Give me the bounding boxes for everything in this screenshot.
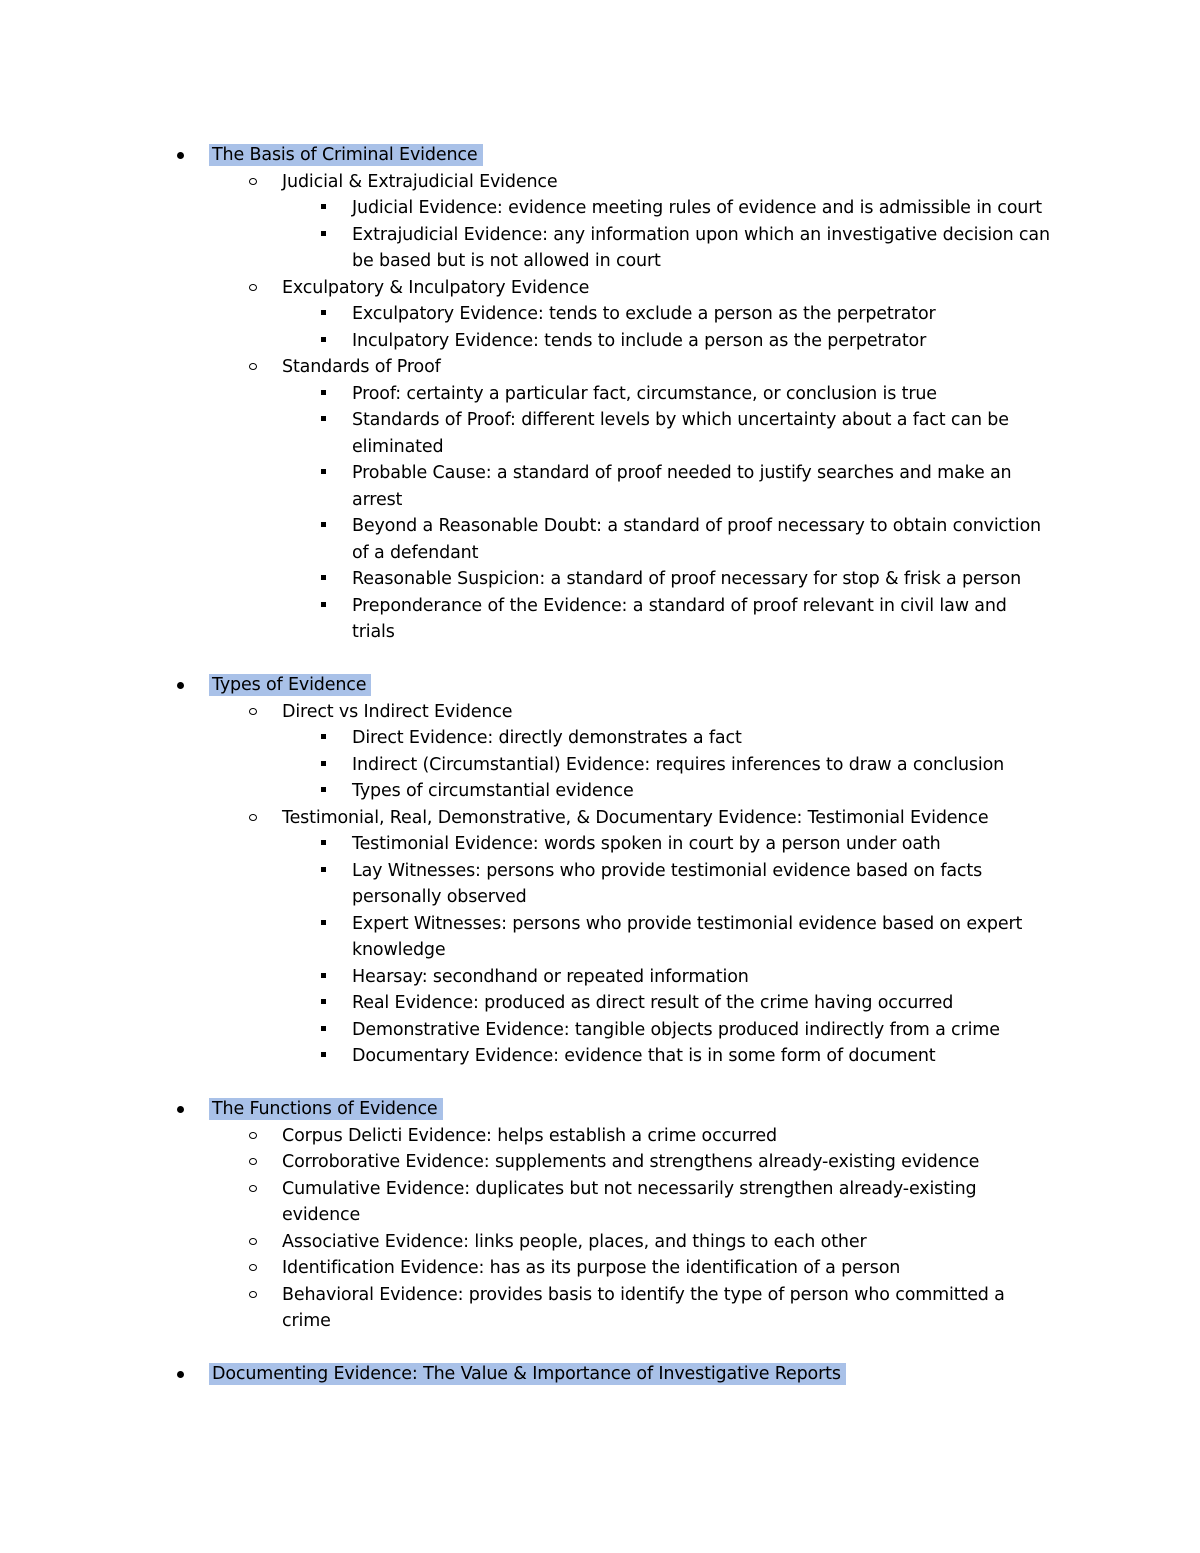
outline-line-container (352, 540, 478, 566)
subitem-square-bullet-icon (317, 328, 331, 354)
subitem-text: Judicial Evidence: evidence meeting rules of evidence and is admissible in court (352, 198, 1042, 218)
outline-line-container (352, 1043, 936, 1069)
subitem-square-bullet-icon (317, 725, 331, 751)
section-heading: The Functions of Evidence (209, 1098, 443, 1120)
outline-line-container (352, 990, 953, 1016)
section-heading: The Basis of Criminal Evidence (209, 144, 483, 166)
subitem-text: be based but is not allowed in court (352, 251, 661, 271)
outline-line-container (212, 142, 483, 168)
outline-line-container (352, 195, 1042, 221)
outline-line-container (352, 937, 446, 963)
item-text: Identification Evidence: has as its purpose the identification of a person (282, 1258, 901, 1278)
section-bullet-icon (174, 1361, 188, 1387)
subitem-text: Types of circumstantial evidence (352, 781, 634, 801)
subitem-text: Real Evidence: produced as direct result of the crime having occurred (352, 993, 954, 1013)
subitem-text: Expert Witnesses: persons who provide testimonial evidence based on expert (352, 913, 1023, 934)
outline-line-container (282, 275, 589, 301)
item-circle-bullet-icon (246, 1149, 260, 1175)
outline-line-container (352, 566, 1021, 592)
section-bullet-icon (174, 142, 188, 168)
subitem-square-bullet-icon (317, 566, 331, 592)
section-bullet-icon (174, 1096, 188, 1122)
subitem-square-bullet-icon (317, 911, 331, 937)
outline-line-container (352, 487, 402, 513)
outline-line-container (352, 884, 527, 910)
outline-line-container (282, 1149, 979, 1175)
subitem-square-bullet-icon (317, 990, 331, 1016)
outline-line-container (212, 672, 371, 698)
subitem-square-bullet-icon (317, 381, 331, 407)
item-text: crime (282, 1311, 331, 1331)
subitem-square-bullet-icon (317, 831, 331, 857)
item-circle-bullet-icon (246, 275, 260, 301)
subitem-square-bullet-icon (317, 513, 331, 539)
outline-line-container (352, 831, 941, 857)
subitem-square-bullet-icon (317, 1043, 331, 1069)
item-circle-bullet-icon (246, 1229, 260, 1255)
outline-line-container (282, 1255, 900, 1281)
subitem-text: Inculpatory Evidence: tends to include a person as the perpetrator (352, 330, 927, 351)
outline-line-container (282, 354, 441, 380)
subitem-text: of a defendant (352, 542, 479, 563)
subitem-square-bullet-icon (317, 301, 331, 327)
subitem-square-bullet-icon (317, 407, 331, 433)
item-circle-bullet-icon (246, 1255, 260, 1281)
item-circle-bullet-icon (246, 169, 260, 195)
subitem-text: knowledge (352, 940, 446, 960)
subitem-square-bullet-icon (317, 1017, 331, 1043)
subitem-text: Testimonial Evidence: words spoken in court by a person under oath (352, 834, 941, 854)
subitem-square-bullet-icon (317, 858, 331, 884)
subitem-text: Exculpatory Evidence: tends to exclude a person as the perpetrator (352, 304, 936, 324)
subitem-text: Extrajudicial Evidence: any information upon which an investigative decision can (352, 224, 1050, 245)
item-text: Associative Evidence: links people, places, and things to each other (282, 1231, 867, 1252)
subitem-square-bullet-icon (317, 752, 331, 778)
outline-line-container (352, 222, 1050, 248)
item-circle-bullet-icon (246, 1123, 260, 1149)
item-circle-bullet-icon (246, 1282, 260, 1308)
outline-line-container (282, 1202, 360, 1228)
subitem-text: eliminated (352, 436, 444, 457)
item-label: Standards of Proof (282, 357, 441, 377)
subitem-text: Standards of Proof: different levels by which uncertainty about a fact can be (352, 410, 1009, 430)
item-circle-bullet-icon (246, 699, 260, 725)
subitem-text: Probable Cause: a standard of proof needed to justify searches and make an (352, 463, 1012, 483)
item-text: Behavioral Evidence: provides basis to identify the type of person who committed a (282, 1284, 1005, 1305)
subitem-text: personally observed (352, 887, 527, 907)
outline-line-container (352, 778, 634, 804)
item-text: Corroborative Evidence: supplements and strengthens already-existing evidence (282, 1152, 980, 1172)
item-circle-bullet-icon (246, 354, 260, 380)
subitem-text: Beyond a Reasonable Doubt: a standard of proof necessary to obtain conviction (352, 516, 1041, 536)
subitem-text: Direct Evidence: directly demonstrates a fact (352, 728, 742, 748)
subitem-square-bullet-icon (317, 778, 331, 804)
item-label: Exculpatory & Inculpatory Evidence (282, 277, 590, 298)
item-circle-bullet-icon (246, 805, 260, 831)
subitem-text: trials (352, 622, 395, 642)
outline-line-container (352, 460, 1012, 486)
subitem-text: arrest (352, 489, 403, 510)
outline-line-container (352, 619, 395, 645)
subitem-text: Hearsay: secondhand or repeated information (352, 966, 749, 987)
outline-line-container (352, 301, 936, 327)
outline-line-container (352, 381, 937, 407)
subitem-square-bullet-icon (317, 964, 331, 990)
subitem-text: Lay Witnesses: persons who provide testimonial evidence based on facts (352, 860, 983, 881)
outline-line-container (352, 248, 661, 274)
subitem-square-bullet-icon (317, 195, 331, 221)
section-heading: Types of Evidence (209, 674, 371, 696)
outline-line-container (212, 1361, 846, 1387)
outline-line-container (282, 169, 558, 195)
outline-line-container (282, 1176, 976, 1202)
outline-line-container (352, 434, 443, 460)
outline-line-container (282, 699, 512, 725)
outline-line-container (212, 1096, 443, 1122)
section-heading: Documenting Evidence: The Value & Importance of Investigative Reports (209, 1363, 846, 1385)
subitem-text: Proof: certainty a particular fact, circumstance, or conclusion is true (352, 383, 937, 404)
subitem-text: Indirect (Circumstantial) Evidence: requires inferences to draw a conclusion (352, 754, 1005, 775)
outline-line-container (352, 1017, 1000, 1043)
outline-line-container (352, 513, 1041, 539)
subitem-text: Reasonable Suspicion: a standard of proof necessary for stop & frisk a person (352, 569, 1022, 589)
outline-line-container (282, 1282, 1005, 1308)
outline-line-container (352, 911, 1022, 937)
outline-line-container (282, 805, 988, 831)
outline-line-container (352, 593, 1007, 619)
item-label: Testimonial, Real, Demonstrative, & Documentary Evidence: Testimonial Evidence (282, 807, 989, 828)
item-label: Direct vs Indirect Evidence (282, 701, 513, 722)
subitem-square-bullet-icon (317, 222, 331, 248)
item-text: Cumulative Evidence: duplicates but not necessarily strengthen already-existing (282, 1178, 977, 1199)
outline-line-container (282, 1123, 777, 1149)
subitem-text: Preponderance of the Evidence: a standard of proof relevant in civil law and (352, 595, 1007, 616)
subitem-text: Documentary Evidence: evidence that is in some form of document (352, 1046, 936, 1066)
section-bullet-icon (174, 672, 188, 698)
outline-line-container (352, 964, 749, 990)
outline-line-container (352, 328, 926, 354)
outline-line-container (282, 1308, 331, 1334)
subitem-text: Demonstrative Evidence: tangible objects produced indirectly from a crime (352, 1019, 1000, 1040)
item-label: Judicial & Extrajudicial Evidence (282, 171, 558, 192)
outline-line-container (352, 725, 742, 751)
outline-line-container (352, 407, 1009, 433)
outline-line-container (352, 858, 982, 884)
item-text: evidence (282, 1205, 361, 1225)
outline-line-container (352, 752, 1004, 778)
subitem-square-bullet-icon (317, 460, 331, 486)
subitem-square-bullet-icon (317, 593, 331, 619)
item-circle-bullet-icon (246, 1176, 260, 1202)
item-text: Corpus Delicti Evidence: helps establish a crime occurred (282, 1125, 777, 1146)
outline-line-container (282, 1229, 867, 1255)
